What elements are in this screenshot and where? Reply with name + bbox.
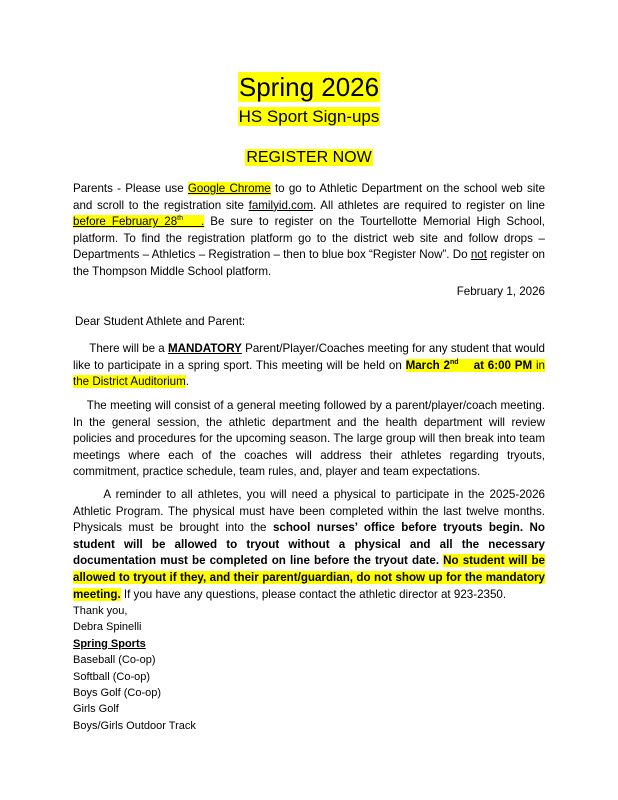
intro-text: to go to Athletic Department on the school web site and scroll to the registration site <box>73 182 546 212</box>
physical-text: A reminder to all athletes, you will need a physical to participate in the 2025-2026 Athletic Program. The physical must have been completed within the last twelve months. Physicals must be brought into the <box>73 488 545 535</box>
session-paragraph <box>73 398 545 481</box>
sports-heading: Spring Sports <box>73 637 146 650</box>
physical-paragraph <box>73 487 545 603</box>
session-text: The meeting will consist of a general meeting followed by a parent/player/coach meeting. In the general session, the athletic department and the health department will review policies and procedures for the upcoming season. The large group will then break into team meetings where each of the coaches will address their athletes regarding tryouts, commitment, practice schedule, team rules, and, player and team expectations. <box>73 399 545 479</box>
meeting-text: Parent/Player/Coaches meeting for any student that would like to participate in a spring sport. This meeting will be held on <box>73 342 545 372</box>
page-title: Spring 2026 <box>238 72 380 102</box>
sport-item: Boys Golf (Co-op) <box>73 687 162 700</box>
letter-date: February 1, 2026 <box>456 285 545 298</box>
browser-name: Google Chrome <box>187 182 271 195</box>
mandatory-label: MANDATORY <box>168 342 242 355</box>
physical-text: If you have any questions, please contact the athletic director at 923-2350. <box>120 587 507 601</box>
not-emphasis: not <box>470 248 487 262</box>
meeting-datetime: March 2nd at 6:00 PM in the District Auditorium <box>73 358 545 389</box>
intro-text: . All athletes are required to register on line <box>313 198 546 212</box>
deadline: before February 28th . <box>73 215 205 229</box>
register-line <box>0 147 618 168</box>
meeting-paragraph <box>73 341 545 391</box>
salutation: Dear Student Athlete and Parent: <box>75 315 246 328</box>
signer-name: Debra Spinelli <box>73 621 142 634</box>
intro-text: Be sure to register on the Tourtellotte Memorial High School, platform. To find the registration platform go to the district web site and follow drops – Departments – Athletics – Registration – then to blue box “Register Now”. Do <box>73 215 546 262</box>
mandatory-meeting-warning: No student will be allowed to tryout if they, and their parent/guardian, do not show up for the mandatory meeting. <box>73 554 545 601</box>
sport-item: Boys/Girls Outdoor Track <box>73 719 196 732</box>
meeting-text: . <box>185 375 189 389</box>
intro-text: register on the Thompson Middle School platform. <box>73 248 546 278</box>
intro-paragraph <box>73 181 545 281</box>
title-line <box>0 71 618 103</box>
registration-site-link[interactable]: familyid.com <box>248 198 314 212</box>
sport-item: Softball (Co-op) <box>73 670 151 683</box>
register-heading: REGISTER NOW <box>246 149 372 166</box>
meeting-text: There will be a <box>89 342 169 355</box>
closing: Thank you, <box>73 605 128 617</box>
subtitle-line <box>0 106 618 128</box>
sport-item: Girls Golf <box>73 703 119 716</box>
intro-text: Parents - Please use <box>73 182 188 195</box>
page-subtitle: HS Sport Sign-ups <box>238 107 380 126</box>
physical-requirement: school nurses’ office before tryouts begin. No student will be allowed to tryout without a physical and all the necessary documentation must be completed on line before the tryout date. <box>73 521 545 568</box>
sport-item: Baseball (Co-op) <box>73 654 156 667</box>
signature-block <box>73 603 196 734</box>
